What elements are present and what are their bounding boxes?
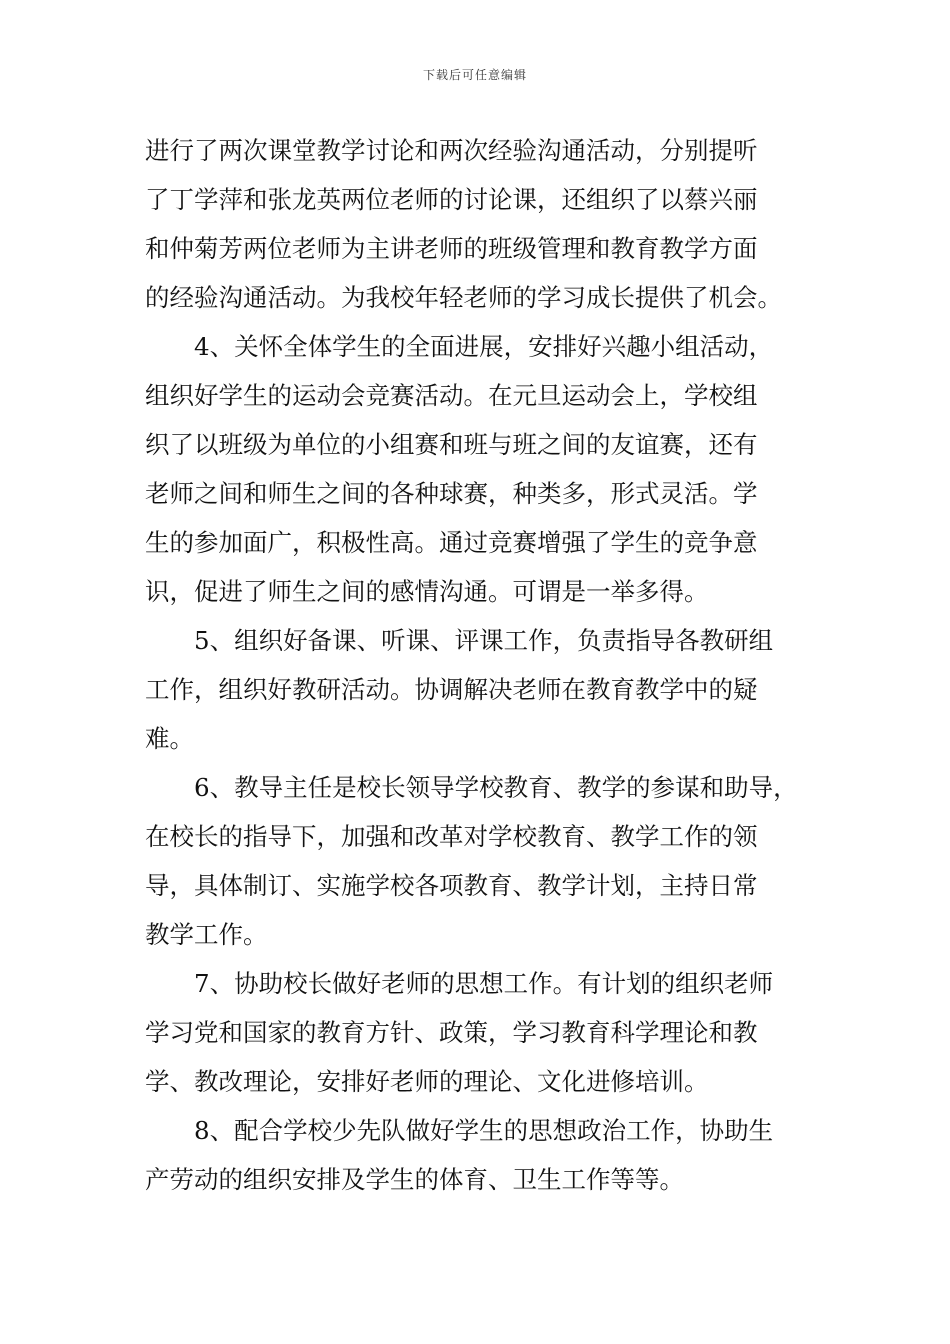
paragraph-5-first-line: 5、组织好备课、听课、评课工作，负责指导各教研组 <box>194 626 774 655</box>
paragraph-7-first-line: 7、协助校长做好老师的思想工作。有计划的组织老师 <box>194 969 774 998</box>
paragraph-6-first-line: 6、教导主任是校长领导学校教育、教学的参谋和助导， <box>194 773 798 802</box>
text-line: 产劳动的组织安排及学生的体育、卫生工作等等。 <box>145 1165 684 1194</box>
text-line: 工作，组织好教研活动。协调解决老师在教育教学中的疑 <box>145 675 758 704</box>
paragraph-8-first-line: 8、配合学校少先队做好学生的思想政治工作，协助生 <box>194 1116 774 1145</box>
text-line: 在校长的指导下，加强和改革对学校教育、教学工作的领 <box>145 822 758 851</box>
text-line: 教学工作。 <box>145 920 268 949</box>
text-line: 的经验沟通活动。为我校年轻老师的学习成长提供了机会。 <box>145 283 782 312</box>
text-line: 学、教改理论，安排好老师的理论、文化进修培训。 <box>145 1067 709 1096</box>
text-line: 进行了两次课堂教学讨论和两次经验沟通活动，分别提听 <box>145 136 758 165</box>
text-line: 和仲菊芳两位老师为主讲老师的班级管理和教育教学方面 <box>145 234 758 263</box>
text-line: 学习党和国家的教育方针、政策，学习教育科学理论和教 <box>145 1018 758 1047</box>
document-body <box>145 126 810 1204</box>
header-note: 下载后可任意编辑 <box>422 68 527 82</box>
text-line: 组织好学生的运动会竞赛活动。在元旦运动会上，学校组 <box>145 381 758 410</box>
text-line: 难。 <box>145 724 194 753</box>
text-line: 识，促进了师生之间的感情沟通。可谓是一举多得。 <box>145 577 709 606</box>
text-line: 导，具体制订、实施学校各项教育、教学计划，主持日常 <box>145 871 758 900</box>
paragraph-4-first-line: 4、关怀全体学生的全面进展，安排好兴趣小组活动， <box>194 332 774 361</box>
text-line: 生的参加面广，积极性高。通过竞赛增强了学生的竞争意 <box>145 528 758 557</box>
text-line: 老师之间和师生之间的各种球赛，种类多，形式灵活。学 <box>145 479 758 508</box>
text-line: 织了以班级为单位的小组赛和班与班之间的友谊赛，还有 <box>145 430 758 459</box>
text-line: 了丁学萍和张龙英两位老师的讨论课，还组织了以蔡兴丽 <box>145 185 758 214</box>
